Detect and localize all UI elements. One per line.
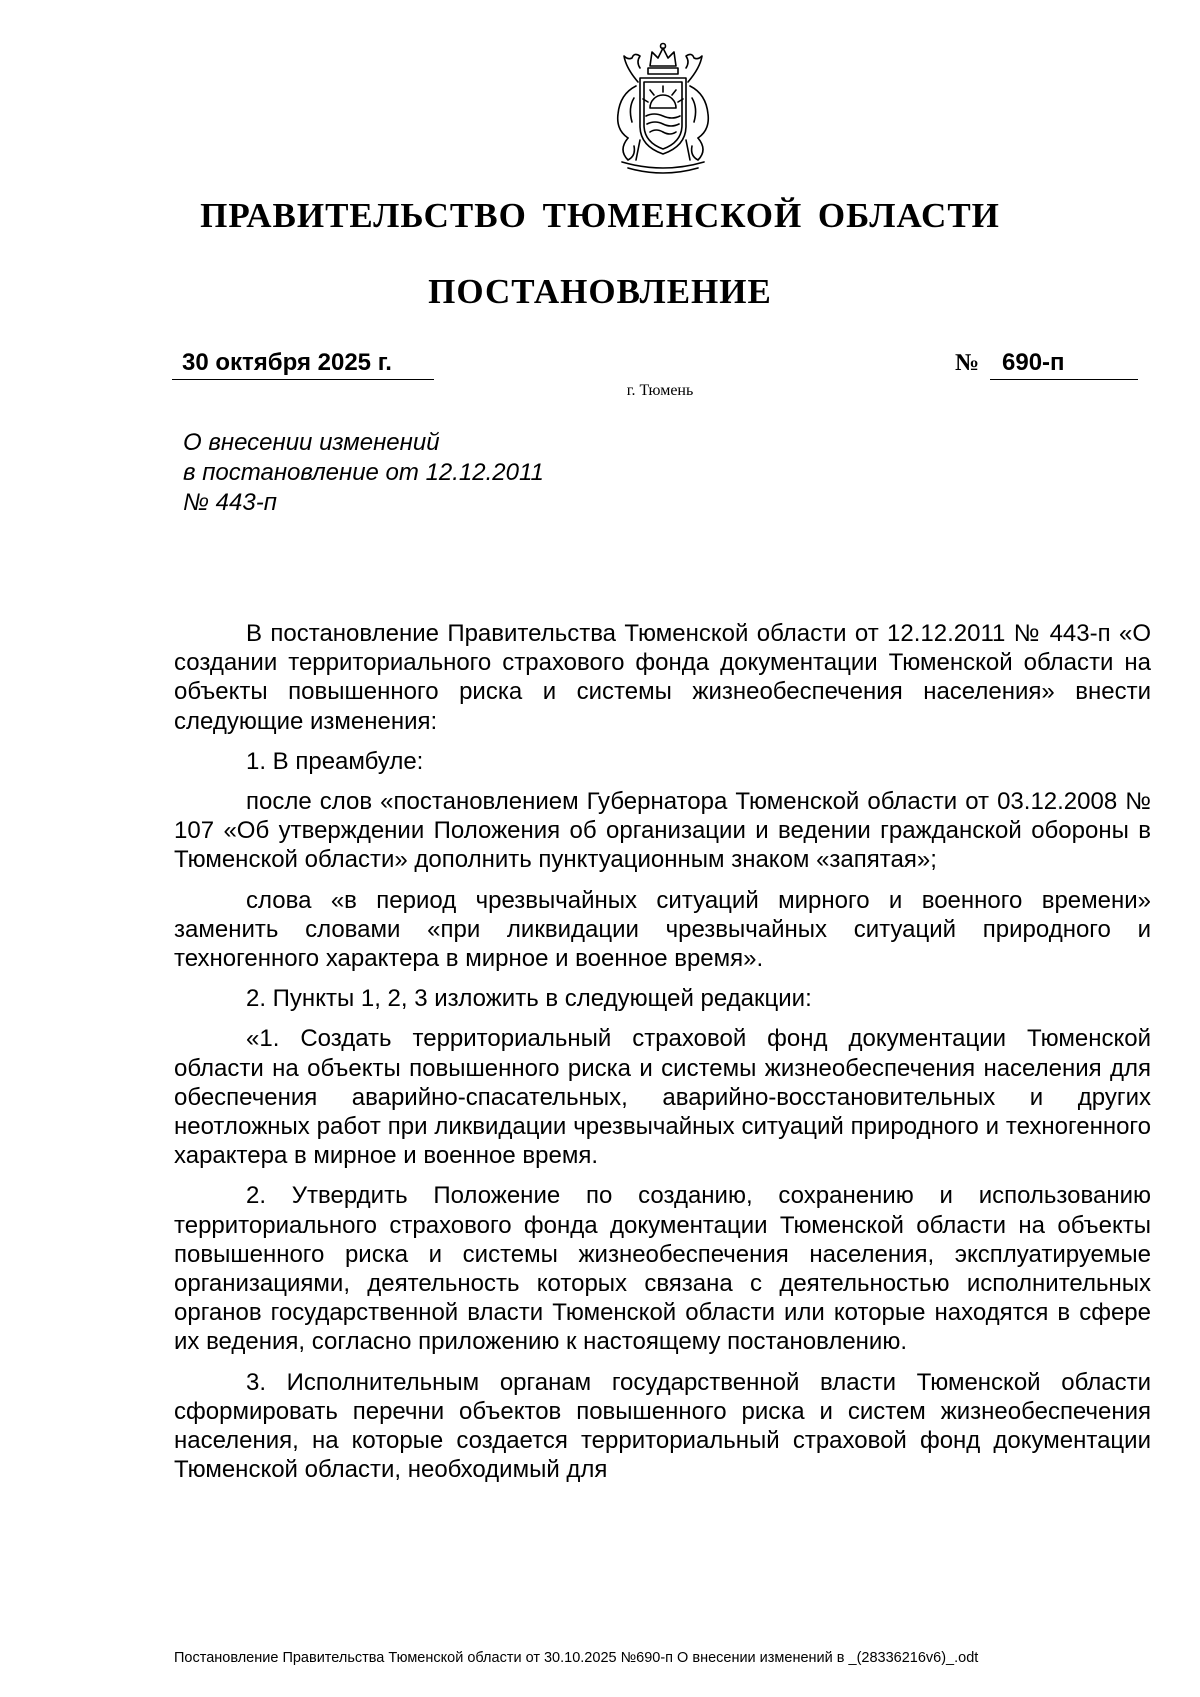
body-paragraph: слова «в период чрезвычайных ситуаций мирного и военного времени» заменить словами «при ликвидации чрезвычайных ситуаций природного и техногенного характера в мирное и военное время».	[174, 886, 1151, 973]
subject-line: О внесении изменений	[183, 429, 440, 456]
document-type-title: ПОСТАНОВЛЕНИЕ	[428, 272, 772, 311]
body-paragraph: «1. Создать территориальный страховой фонд документации Тюменской области на объекты повышенного риска и системы жизнеобеспечения населения для обеспечения аварийно-спасательных, аварийно-восстановительных и других неотложных работ при ликвидации чрезвычайных ситуаций природного и техногенного характера в мирное и военное время.	[174, 1025, 1151, 1170]
body-paragraph: после слов «постановлением Губернатора Тюменской области от 03.12.2008 № 107 «Об утверждении Положения об организации и ведении гражданской обороны в Тюменской области» дополнить пунктуационным знаком «запятая»;	[174, 788, 1151, 874]
organization-title: ПРАВИТЕЛЬСТВО ТЮМЕНСКОЙ ОБЛАСТИ	[200, 196, 1000, 235]
document-date: 30 октября 2025 г.	[172, 348, 434, 380]
body-paragraph: 2. Пункты 1, 2, 3 изложить в следующей редакции:	[246, 985, 812, 1013]
body-paragraph: В постановление Правительства Тюменской области от 12.12.2011 № 443-п «О создании территориального страхового фонда документации Тюменской области на объекты повышенного риска и системы жизнеобеспечения населения» внести следующие изменения:	[174, 620, 1151, 735]
subject-line: в постановление от 12.12.2011	[183, 459, 544, 486]
document-city: г. Тюмень	[626, 382, 694, 399]
coat-of-arms-icon	[598, 38, 728, 178]
document-number: 690-п	[990, 348, 1138, 380]
page-footer: Постановление Правительства Тюменской области от 30.10.2025 №690-п О внесении изменений в _(28336216v6)_.odt	[174, 1650, 979, 1666]
body-paragraph: 3. Исполнительным органам государственной власти Тюменской области сформировать перечни объектов повышенного риска и систем жизнеобеспечения населения, на которые создается территориальный страховой фонд документации Тюменской области, необходимый для	[174, 1368, 1151, 1484]
number-sign: №	[955, 350, 980, 376]
document-body	[174, 619, 1151, 1484]
document-subject	[183, 428, 683, 518]
subject-line: № 443-п	[183, 489, 277, 516]
body-paragraph: 2. Утвердить Положение по созданию, сохранению и использованию территориального страхового фонда документации Тюменской области на объекты повышенного риска и системы жизнеобеспечения населения, эксплуатируемые организациями, деятельность которых связана с деятельностью исполнительных органов государственной власти Тюменской области или которые находятся в сфере их ведения, согласно приложению к настоящему постановлению.	[174, 1182, 1151, 1356]
body-paragraph: 1. В преамбуле:	[246, 747, 424, 775]
